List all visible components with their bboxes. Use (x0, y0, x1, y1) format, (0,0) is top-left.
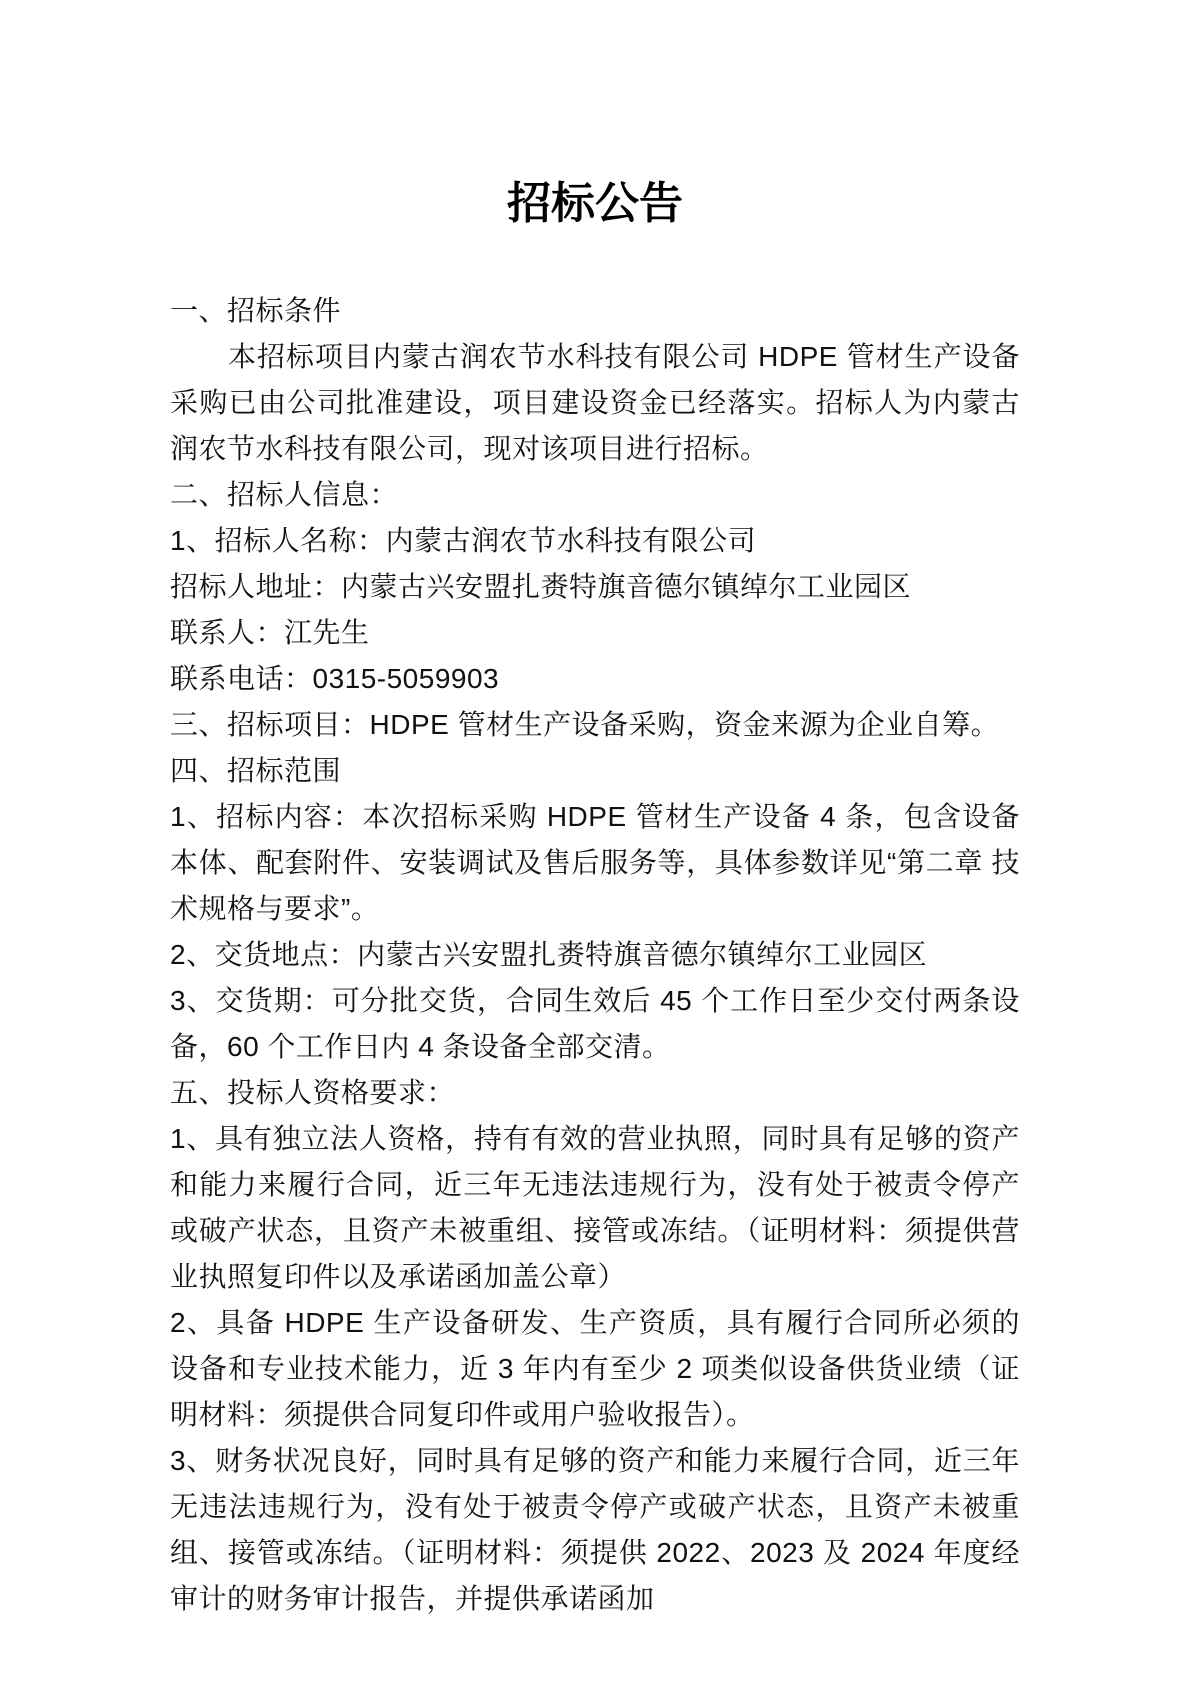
paragraph: 三、招标项目：HDPE 管材生产设备采购，资金来源为企业自筹。 (170, 709, 1000, 740)
paragraph: 1、招标人名称：内蒙古润农节水科技有限公司 (170, 525, 757, 556)
paragraph: 一、招标条件 (170, 295, 342, 326)
paragraph: 五、投标人资格要求： (170, 1077, 456, 1108)
paragraph: 本招标项目内蒙古润农节水科技有限公司 HDPE 管材生产设备采购已由公司批准建设，项目建设资金已经落实。招标人为内蒙古润农节水科技有限公司，现对该项目进行招标。 (170, 341, 1020, 464)
paragraph: 3、交货期：可分批交货，合同生效后 45 个工作日至少交付两条设备，60 个工作日内 4 条设备全部交清。 (170, 985, 1020, 1062)
paragraph: 2、具备 HDPE 生产设备研发、生产资质，具有履行合同所必须的设备和专业技术能力，近 3 年内有至少 2 项类似设备供货业绩（证明材料：须提供合同复印件或用户验收报告）。 (170, 1307, 1020, 1430)
paragraph: 1、具有独立法人资格，持有有效的营业执照，同时具有足够的资产和能力来履行合同，近三年无违法违规行为，没有处于被责令停产或破产状态，且资产未被重组、接管或冻结。（证明材料：须提供营业执照复印件以及承诺函加盖公章） (170, 1123, 1020, 1292)
paragraph: 四、招标范围 (170, 755, 342, 786)
paragraph: 2、交货地点：内蒙古兴安盟扎赉特旗音德尔镇绰尔工业园区 (170, 939, 928, 970)
paragraph: 二、招标人信息： (170, 479, 399, 510)
paragraph: 1、招标内容：本次招标采购 HDPE 管材生产设备 4 条，包含设备本体、配套附件、安装调试及售后服务等，具体参数详见“第二章 技术规格与要求”。 (170, 801, 1020, 924)
document-body (170, 288, 1020, 1622)
paragraph: 3、财务状况良好，同时具有足够的资产和能力来履行合同，近三年无违法违规行为，没有处于被责令停产或破产状态，且资产未被重组、接管或冻结。（证明材料：须提供 2022、2023 及 2024 年度经审计的财务审计报告，并提供承诺函加 (170, 1445, 1020, 1614)
document-title: 招标公告 (507, 179, 683, 228)
paragraph: 联系电话：0315-5059903 (170, 663, 500, 694)
paragraph: 联系人：江先生 (170, 617, 370, 648)
paragraph: 招标人地址：内蒙古兴安盟扎赉特旗音德尔镇绰尔工业园区 (170, 571, 912, 602)
